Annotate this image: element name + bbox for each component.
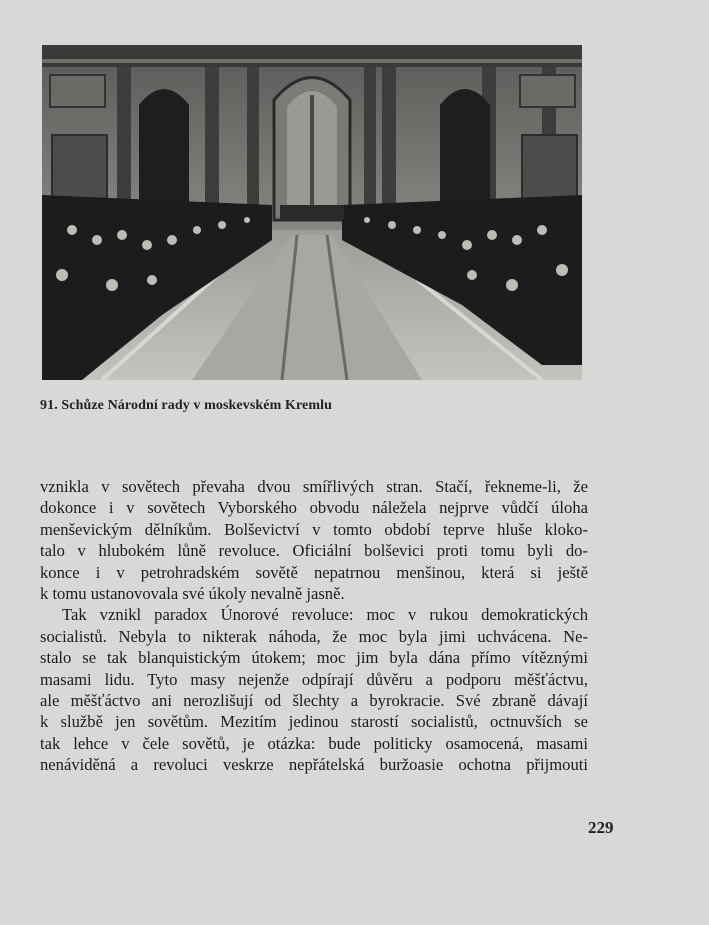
text-line: tak lehce v čele sovětů, je otázka: bude politicky osamocená, masami — [40, 733, 588, 753]
text-line: menševickým dělníkům. Bolševictví v tomto období teprve hluše kloko- — [40, 519, 588, 539]
paragraph-1 — [40, 476, 588, 604]
body-text — [40, 476, 588, 776]
text-line: masami lidu. Tyto masy nejenže odpírají důvěru a podporu měšťáctvu, — [40, 669, 588, 689]
text-line: stalo se tak blanquistickým útokem; moc jim byla dána přímo vítěznými — [40, 648, 588, 668]
text-line: vznikla v sovětech převaha dvou smířlivých stran. Stačí, řekneme-li, že — [40, 477, 588, 496]
text-line: ale měšťáctvo ani nerozlišují od šlechty a byrokracie. Své zbraně dávají — [40, 691, 588, 711]
text-line: talo v hlubokém lůně revoluce. Oficiální bolševici proti tomu byli do- — [40, 541, 588, 561]
text-line: nenáviděná a revoluci veskrze nepřátelská buržoasie ochotna přijmouti — [40, 755, 588, 775]
kremlin-hall-photo — [42, 45, 582, 380]
page-number: 229 — [588, 818, 614, 837]
text-line: socialistů. Nebyla to nikterak náhoda, že moc byla jimi uchvácena. Ne- — [40, 626, 588, 646]
text-line: k službě jen sovětům. Mezitím jedinou starostí socialistů, octnuvších se — [40, 712, 588, 732]
text-line: dokonce i v sovětech Vyborského obvodu náležela nejprve vůdčí úloha — [40, 498, 588, 518]
text-line: konce i v petrohradském sovětě nepatrnou menšinou, která si ještě — [40, 562, 588, 582]
photo-illustration — [42, 45, 582, 380]
figure-caption: 91. Schůze Národní rady v moskevském Kremlu — [40, 398, 332, 413]
text-line: k tomu ustanovovala své úkoly nevalně jasně. — [40, 584, 345, 604]
text-line: Tak vznikl paradox Únorové revoluce: moc v rukou demokratických — [62, 605, 588, 625]
paragraph-2 — [40, 604, 588, 775]
